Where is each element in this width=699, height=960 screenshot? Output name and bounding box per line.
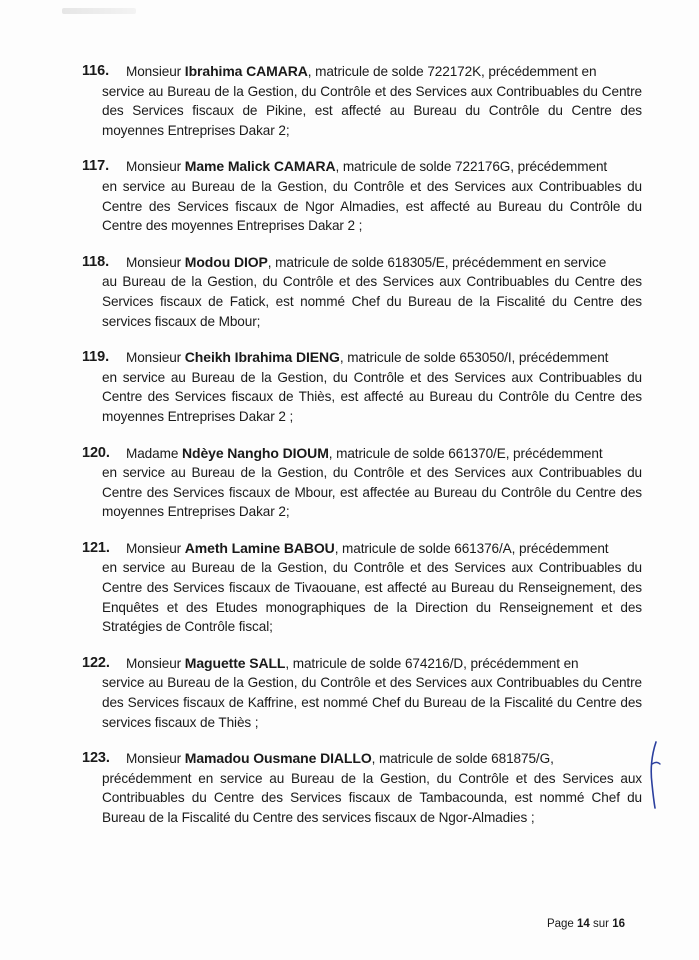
handwritten-initial-mark — [646, 740, 664, 810]
entry-body: en service au Bureau de la Gestion, du Contrôle et des Services aux Contribuables du Centre des Services fiscaux de Thiès, est affecté au Bureau du Contrôle du Centre des moyennes Entreprises Dakar 2 ; — [102, 369, 642, 424]
entry-title: Monsieur — [126, 655, 182, 671]
entry-body: en service au Bureau de la Gestion, du Contrôle et des Services aux Contribuables du Centre des Services fiscaux de Mbour, est affectée au Bureau du Contrôle du Centre des moyennes Entreprises Dakar 2; — [102, 465, 642, 520]
entry-title: Monsieur — [126, 350, 182, 366]
entry-name: Ndèye Nangho DIOUM — [181, 444, 329, 461]
entry-first-line — [82, 157, 642, 177]
entry-title: Monsieur — [126, 540, 182, 556]
entry-body: au Bureau de la Gestion, du Contrôle et des Services aux Contribuables du Centre des Services fiscaux de Fatick, est nommé Chef du Bureau de la Fiscalité du Centre des services fiscaux de Mbour; — [102, 274, 642, 329]
entry-first-line — [82, 62, 642, 82]
entry-after-name: , matricule de solde 661376/A, précédemment — [334, 540, 609, 556]
entry-name: Modou DIOP — [184, 253, 268, 270]
list-item — [82, 157, 642, 235]
entry-name: Cheikh Ibrahima DIENG — [184, 349, 340, 366]
entry-title: Monsieur — [126, 159, 182, 175]
entry-after-name: , matricule de solde 674216/D, précédemment en — [285, 655, 579, 671]
scan-header-mark — [62, 8, 136, 14]
list-item — [82, 62, 642, 140]
entry-title: Monsieur — [126, 254, 182, 270]
list-item — [82, 253, 642, 331]
list-item — [82, 654, 642, 732]
entry-first-line — [82, 444, 642, 464]
total-pages: 16 — [612, 918, 625, 930]
entry-number: 121. — [82, 539, 110, 556]
entry-number: 123. — [82, 750, 110, 767]
entry-number: 117. — [82, 158, 110, 175]
entry-first-line — [82, 539, 642, 559]
entry-body: service au Bureau de la Gestion, du Contrôle et des Services aux Contribuables du Centre des Services fiscaux de Kaffrine, est nommé Chef du Bureau de la Fiscalité du Centre des services fiscaux de Thiès ; — [102, 675, 642, 730]
entry-body: précédemment en service au Bureau de la Gestion, du Contrôle et des Services aux Contribuables du Centre des Services fiscaux de Tambacounda, est nommé Chef du Bureau de la Fiscalité du Centre des services fiscaux de Ngor-Almadies ; — [102, 770, 642, 825]
entry-body: en service au Bureau de la Gestion, du Contrôle et des Services aux Contribuables du Centre des Services fiscaux de Tivaouane, est affecté au Bureau du Renseignement, des Enquêtes et des Etudes monographiques de la Direction du Renseignement et des Stratégies de Contrôle fiscal; — [102, 560, 642, 635]
entry-after-name: , matricule de solde 661370/E, précédemment — [328, 445, 603, 461]
page-number: 14 — [577, 918, 590, 930]
entry-title: Monsieur — [126, 64, 182, 79]
entry-title: Madame — [126, 445, 179, 461]
page-of-label: sur — [593, 918, 609, 930]
entry-body: service au Bureau de la Gestion, du Contrôle et des Services aux Contribuables du Centre des Services fiscaux de Pikine, est affecté au Bureau du Contrôle du Centre des moyennes Entreprises Dakar 2; — [102, 83, 642, 138]
entry-after-name: , matricule de solde 653050/I, précédemment — [339, 350, 609, 366]
list-item — [82, 444, 642, 522]
entry-name: Ibrahima CAMARA — [184, 63, 308, 79]
entry-body: en service au Bureau de la Gestion, du Contrôle et des Services aux Contribuables du Centre des Services fiscaux de Ngor Almadies, est affecté au Bureau du Contrôle du Centre des moyennes Entreprises Dakar 2 ; — [102, 178, 642, 234]
entry-first-line — [82, 749, 642, 769]
entry-name: Mame Malick CAMARA — [184, 158, 336, 175]
list-item — [82, 348, 642, 426]
entry-number: 119. — [82, 349, 110, 366]
list-item — [82, 749, 642, 827]
page-footer — [547, 918, 625, 930]
entry-after-name: , matricule de solde 722172K, précédemment en — [307, 64, 597, 79]
entry-first-line — [82, 348, 642, 368]
entry-number: 116. — [82, 63, 110, 79]
entries-list — [82, 62, 642, 845]
entry-first-line — [82, 253, 642, 273]
entry-after-name: , matricule de solde 618305/E, précédemment en service — [267, 254, 607, 270]
list-item — [82, 539, 642, 637]
page-label: Page — [546, 918, 574, 930]
entry-name: Maguette SALL — [184, 654, 286, 671]
entry-after-name: , matricule de solde 681875/G, — [371, 751, 554, 767]
entry-number: 118. — [82, 253, 110, 270]
entry-number: 122. — [82, 654, 110, 671]
entry-name: Ameth Lamine BABOU — [184, 539, 335, 556]
entry-first-line — [82, 654, 642, 674]
entry-after-name: , matricule de solde 722176G, précédemment — [335, 159, 608, 175]
entry-name: Mamadou Ousmane DIALLO — [184, 750, 372, 767]
entry-title: Monsieur — [126, 751, 182, 767]
entry-number: 120. — [82, 444, 110, 461]
